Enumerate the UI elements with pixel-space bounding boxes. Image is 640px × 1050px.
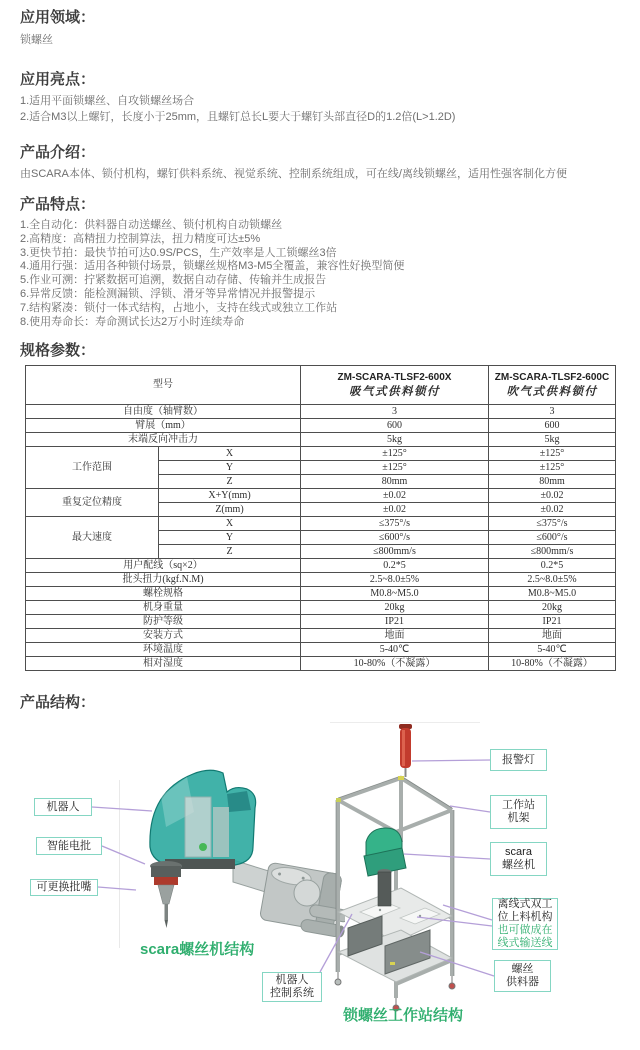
spec-cell-grp: 工作范围 — [26, 447, 159, 489]
label-scara-machine — [490, 842, 547, 876]
spec-row — [26, 587, 616, 601]
spec-cell-val: M0.8~M5.0 — [301, 587, 489, 601]
spec-model-col2 — [489, 366, 616, 405]
label-text: 机器人 — [275, 974, 309, 987]
spec-cell-val: ±0.02 — [301, 503, 489, 517]
spec-cell-val: 0.2*5 — [489, 559, 616, 573]
spec-cell-val: 2.5~8.0±5% — [301, 573, 489, 587]
spec-header-row — [26, 366, 616, 405]
spec-cell-lbl: 末端反向冲击力 — [26, 433, 301, 447]
specifications-heading: 规格参数： — [20, 342, 96, 360]
model-name: ZM-SCARA-TLSF2-600X — [337, 372, 452, 384]
label-note-text: 线式输送线 — [497, 937, 553, 950]
label-screw-feeder — [494, 960, 551, 992]
spec-cell-val: 5-40℃ — [489, 643, 616, 657]
spec-cell-lbl: 环境温度 — [26, 643, 301, 657]
label-text: 机器人 — [46, 800, 80, 813]
label-text: scara — [505, 846, 532, 859]
spec-cell-lbl: 用户配线（sq×2） — [26, 559, 301, 573]
spec-cell-val: 地面 — [489, 629, 616, 643]
feature-item: 2.高精度：高精扭力控制算法，扭力精度可达±5% — [20, 232, 261, 245]
model-type: 吸气式供料锁付 — [349, 386, 440, 399]
left-diagram-caption: scara螺丝机结构 — [140, 941, 255, 959]
application-content: 锁螺丝 — [20, 34, 53, 46]
spec-row — [26, 615, 616, 629]
spec-cell-val: ±125° — [301, 447, 489, 461]
label-text: 供料器 — [506, 976, 539, 989]
feature-item: 4.通用行强：适用各种锁付场景，锁螺丝规格M3-M5全覆盖，兼容性好换型简便 — [20, 260, 405, 273]
spec-cell-val: 2.5~8.0±5% — [489, 573, 616, 587]
spec-cell-val: ±0.02 — [489, 489, 616, 503]
spec-row — [26, 573, 616, 587]
section-intro — [0, 143, 640, 182]
spec-cell-val: ±125° — [489, 447, 616, 461]
application-heading: 应用领域： — [20, 9, 96, 26]
spec-cell-val: ≤800mm/s — [489, 545, 616, 559]
structure-heading: 产品结构： — [20, 694, 96, 712]
spec-cell-val: 80mm — [301, 475, 489, 489]
spec-row — [26, 601, 616, 615]
section-structure — [0, 693, 640, 712]
label-smart-screwdriver — [36, 837, 102, 855]
spec-row — [26, 405, 616, 419]
spec-cell-sub: Y — [159, 461, 301, 475]
section-features — [0, 195, 640, 329]
spec-cell-val: 10-80%（不凝露） — [301, 657, 489, 671]
spec-row — [26, 643, 616, 657]
spec-cell-val: 5-40℃ — [301, 643, 489, 657]
label-text: 离线式双工 — [497, 898, 553, 911]
spec-cell-grp: 最大速度 — [26, 517, 159, 559]
label-text: 控制系统 — [270, 987, 314, 1000]
label-text: 螺丝 — [511, 963, 534, 976]
spec-cell-val: 3 — [301, 405, 489, 419]
label-robot-control-system — [262, 972, 322, 1002]
spec-cell-lbl: 臂展（mm） — [26, 419, 301, 433]
model-name: ZM-SCARA-TLSF2-600C — [494, 372, 610, 384]
spec-cell-val: ≤600°/s — [301, 531, 489, 545]
feature-item: 1.全自动化：供料器自动送螺丝、锁付机构自动锁螺丝 — [20, 219, 283, 231]
label-text: 机架 — [507, 812, 530, 825]
spec-cell-val: ≤375°/s — [301, 517, 489, 531]
spec-cell-lbl: 批头扭力(kgf.N.M) — [26, 573, 301, 587]
spec-cell-val: ±125° — [489, 461, 616, 475]
intro-content: 由SCARA本体、锁付机构，螺钉供料系统、视觉系统、控制系统组成，可在线/离线锁螺丝，适用性强客制化方便 — [20, 168, 567, 180]
feature-item: 3.更快节拍：最快节拍可达0.9S/PCS，生产效率是人工锁螺丝3倍 — [20, 246, 337, 259]
spec-cell-val: 80mm — [489, 475, 616, 489]
section-specifications — [0, 341, 640, 671]
spec-model-col1 — [301, 366, 489, 405]
spec-row — [26, 559, 616, 573]
spec-cell-sub: Z(mm) — [159, 503, 301, 517]
label-workstation-frame — [490, 795, 547, 829]
spec-cell-sub: Z — [159, 475, 301, 489]
spec-cell-val: ±125° — [301, 461, 489, 475]
feature-item: 8.使用寿命长：寿命测试长达2万小时连续寿命 — [20, 315, 245, 328]
features-heading: 产品特点： — [20, 196, 96, 213]
spec-cell-grp: 重复定位精度 — [26, 489, 159, 517]
section-application — [0, 8, 640, 48]
label-alarm-light — [490, 749, 547, 771]
spec-row — [26, 629, 616, 643]
label-replaceable-bit — [30, 879, 98, 896]
section-highlights — [0, 70, 640, 125]
spec-cell-lbl: 螺栓规格 — [26, 587, 301, 601]
spec-cell-val: ≤800mm/s — [301, 545, 489, 559]
label-text: 螺丝机 — [502, 859, 535, 872]
feature-item: 7.结构紧凑：锁付一体式结构，占地小，支持在线式或独立工作站 — [20, 301, 338, 314]
spec-row — [26, 517, 616, 531]
label-feeding-mechanism — [492, 898, 558, 950]
spec-row — [26, 657, 616, 671]
spec-cell-lbl: 防护等级 — [26, 615, 301, 629]
label-text: 工作站 — [502, 799, 535, 812]
spec-row — [26, 447, 616, 461]
spec-cell-lbl: 相对湿度 — [26, 657, 301, 671]
spec-cell-val: ≤375°/s — [489, 517, 616, 531]
spec-cell-val: 20kg — [301, 601, 489, 615]
spec-cell-lbl: 安装方式 — [26, 629, 301, 643]
spec-row — [26, 419, 616, 433]
label-note-text: 也可做成在 — [497, 924, 553, 937]
feature-item: 5.作业可溯：拧紧数据可追溯，数据自动存储、传输并生成报告 — [20, 274, 327, 287]
spec-cell-sub: X — [159, 517, 301, 531]
spec-cell-val: 5kg — [489, 433, 616, 447]
label-text: 可更换批嘴 — [36, 881, 92, 894]
spec-cell-val: M0.8~M5.0 — [489, 587, 616, 601]
spec-cell-val: 3 — [489, 405, 616, 419]
spec-table — [25, 365, 616, 671]
features-list — [20, 219, 620, 329]
spec-cell-sub: Y — [159, 531, 301, 545]
spec-row — [26, 433, 616, 447]
model-type: 吹气式供料锁付 — [506, 386, 598, 399]
spec-cell-val: 600 — [301, 419, 489, 433]
highlights-list — [20, 94, 620, 125]
spec-cell-val: IP21 — [301, 615, 489, 629]
label-robot — [34, 798, 92, 816]
label-text: 智能电批 — [47, 839, 91, 852]
highlights-heading: 应用亮点： — [20, 71, 96, 88]
spec-cell-val: ±0.02 — [301, 489, 489, 503]
label-text: 位上料机构 — [497, 911, 553, 924]
spec-cell-val: 5kg — [301, 433, 489, 447]
spec-row — [26, 489, 616, 503]
structure-diagrams — [0, 714, 640, 1050]
feature-item: 6.异常反馈：能检测漏锁、浮锁、滑牙等异常情况并报警提示 — [20, 287, 316, 300]
spec-cell-sub: X+Y(mm) — [159, 489, 301, 503]
spec-cell-val: 20kg — [489, 601, 616, 615]
spec-cell-lbl: 机身重量 — [26, 601, 301, 615]
spec-cell-sub: X — [159, 447, 301, 461]
spec-cell-val: ≤600°/s — [489, 531, 616, 545]
label-text: 报警灯 — [502, 753, 535, 766]
right-diagram-caption: 锁螺丝工作站结构 — [343, 1007, 464, 1025]
spec-cell-val: ±0.02 — [489, 503, 616, 517]
intro-heading: 产品介绍： — [20, 144, 96, 161]
highlight-item: 1.适用平面锁螺丝、自攻锁螺丝场合 — [20, 95, 195, 107]
spec-cell-val: 地面 — [301, 629, 489, 643]
spec-cell-val: IP21 — [489, 615, 616, 629]
spec-cell-sub: Z — [159, 545, 301, 559]
spec-table-body — [26, 366, 616, 671]
spec-model-label: 型号 — [26, 366, 301, 405]
highlight-item: 2.适合M3以上螺钉，长度小于25mm，且螺钉总长L要大于螺钉头部直径D的1.2倍(L>1.2D) — [20, 110, 456, 123]
spec-cell-val: 0.2*5 — [301, 559, 489, 573]
spec-cell-val: 10-80%（不凝露） — [489, 657, 616, 671]
spec-cell-val: 600 — [489, 419, 616, 433]
spec-cell-lbl: 自由度（轴臂数） — [26, 405, 301, 419]
